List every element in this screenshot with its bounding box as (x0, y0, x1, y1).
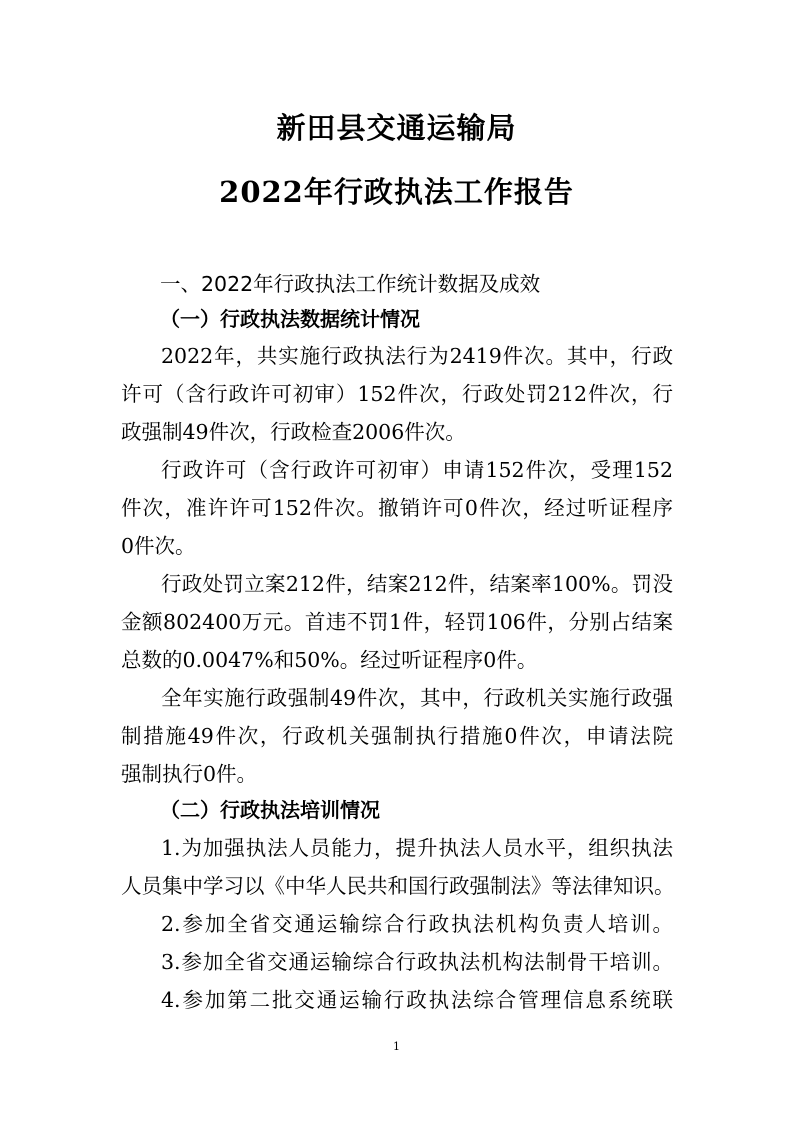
document-title-line1: 新田县交通运输局 (276, 111, 517, 145)
document-title-line2: 2022年行政执法工作报告 (219, 175, 574, 209)
paragraph-line: 金额802400万元。首违不罚1件，轻罚106件，分别占结案 (121, 610, 673, 634)
paragraph-line: 全年实施行政强制49件次，其中，行政机关实施行政强 (161, 686, 673, 710)
paragraph-line: 许可（含行政许可初审）152件次，行政处罚212件次，行 (121, 382, 673, 406)
paragraph-line: 件次，准许许可152件次。撤销许可0件次，经过听证程序 (121, 496, 673, 520)
paragraph-line: 政强制49件次，行政检查2006件次。 (121, 420, 466, 444)
page-number: 1 (393, 1040, 400, 1053)
paragraph-line: 2022年，共实施行政执法行为2419件次。其中，行政 (161, 344, 673, 368)
section1-heading: 一、2022年行政执法工作统计数据及成效 (160, 272, 541, 296)
paragraph-line: 行政处罚立案212件，结案212件，结案率100%。罚没 (161, 572, 673, 596)
subsection1-heading: （一）行政执法数据统计情况 (160, 307, 420, 331)
paragraph-line: 0件次。 (121, 534, 196, 558)
paragraph-line: 行政许可（含行政许可初审）申请152件次，受理152 (161, 458, 673, 482)
paragraph-line: 总数的0.0047%和50%。经过听证程序0件。 (121, 648, 538, 672)
subsection2-heading: （二）行政执法培训情况 (160, 798, 380, 822)
paragraph-line: 1.为加强执法人员能力，提升执法人员水平，组织执法 (161, 836, 673, 860)
paragraph-line: 4.参加第二批交通运输行政执法综合管理信息系统联 (161, 988, 673, 1012)
paragraph-line: 3.参加全省交通运输综合行政执法机构法制骨干培训。 (161, 950, 673, 974)
paragraph-line: 强制执行0件。 (121, 762, 258, 786)
paragraph-line: 制措施49件次，行政机关强制执行措施0件次，申请法院 (121, 724, 673, 748)
paragraph-line: 2.参加全省交通运输综合行政执法机构负责人培训。 (161, 912, 673, 936)
paragraph-line: 人员集中学习以《中华人民共和国行政强制法》等法律知识。 (121, 874, 675, 898)
